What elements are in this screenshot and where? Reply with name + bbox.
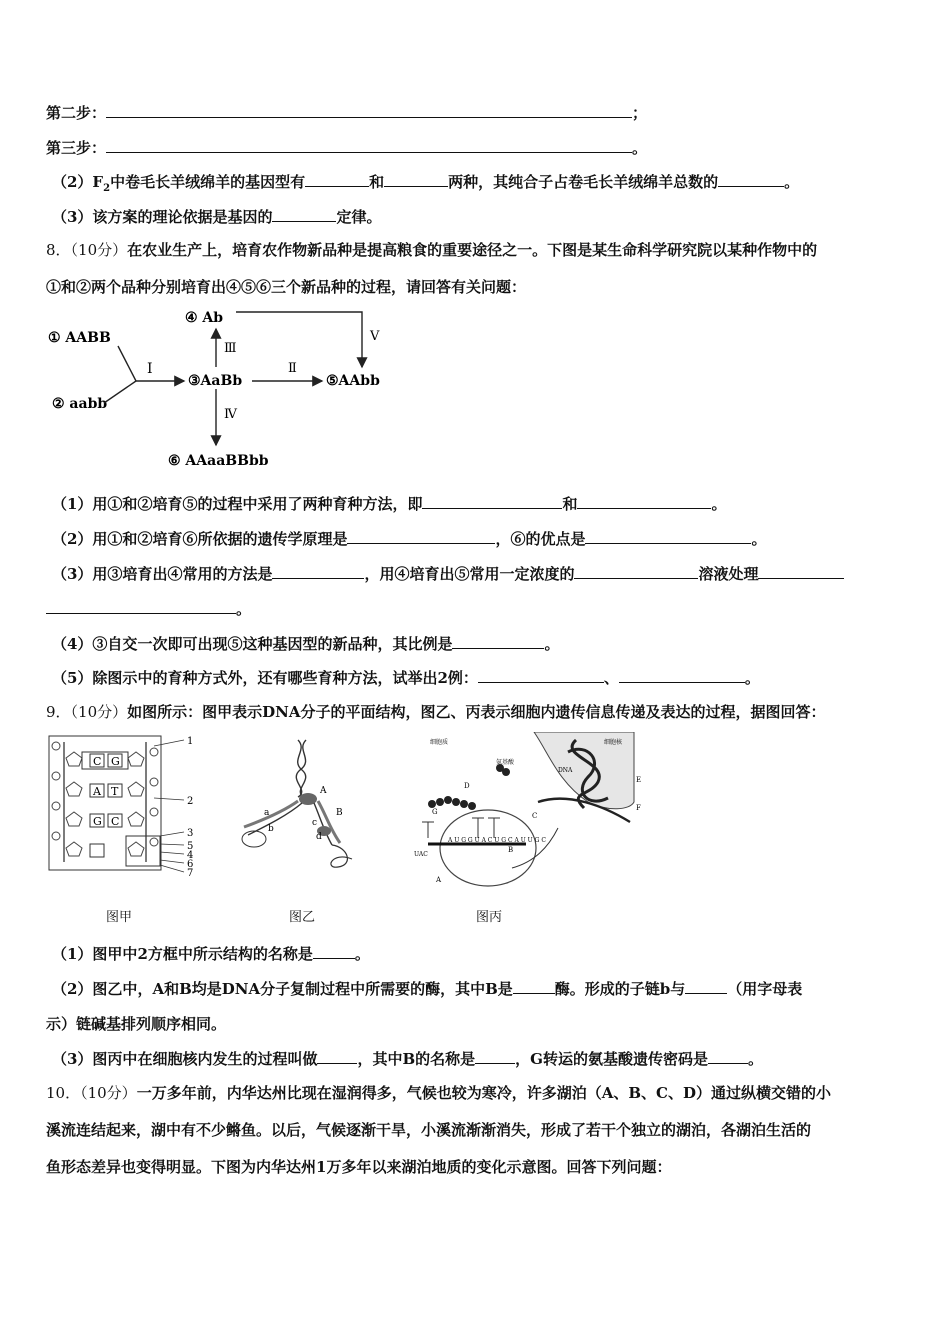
q9-sub3: （3）图丙中在细胞核内发生的过程叫做 ，其中B的名称是 ，G转运的氨基酸遗传密码是 。: [52, 1050, 763, 1068]
answer-blank[interactable]: [513, 978, 555, 994]
cytoplasm-label: 细胞质: [430, 739, 449, 746]
phosphate: [150, 808, 158, 816]
q7-sub3: （3）该方案的理论依据是基因的 定律。: [52, 208, 382, 226]
phosphate: [52, 802, 60, 810]
amino-acid: [428, 800, 436, 808]
answer-blank[interactable]: [272, 206, 336, 222]
label-b: B: [336, 808, 343, 818]
label-a: A: [436, 876, 442, 884]
answer-blank[interactable]: [384, 171, 448, 187]
phosphate: [52, 772, 60, 780]
label-g: G: [432, 808, 438, 816]
leader-line: [160, 865, 184, 872]
answer-blank[interactable]: [475, 1048, 515, 1064]
q8-sub2: （2）用①和②培育⑥所依据的遗传学原理是 ，⑥的优点是 。: [52, 530, 767, 548]
answer-blank[interactable]: [422, 493, 562, 509]
phosphate: [52, 832, 60, 840]
node-1-aabb: ① AABB: [48, 330, 111, 346]
q8-sub4: （4）③自交一次即可出现⑤这种基因型的新品种，其比例是 。: [52, 635, 560, 653]
label-c: c: [312, 818, 318, 828]
figure-yi-caption: 图乙: [289, 910, 316, 925]
figure-bing-caption: 图丙: [476, 910, 503, 925]
trna: [472, 818, 484, 838]
label-lower-b: b: [268, 824, 274, 834]
leader-number: 5: [187, 841, 194, 852]
answer-blank[interactable]: [106, 102, 632, 118]
leader-line: [154, 740, 184, 746]
answer-blank[interactable]: [305, 171, 369, 187]
label-f: F: [636, 804, 641, 812]
answer-blank[interactable]: [685, 978, 727, 994]
figure-yi-replication: [228, 735, 378, 885]
figure-frame: [49, 736, 161, 870]
leader-number: 6: [187, 859, 194, 870]
answer-blank[interactable]: [585, 528, 751, 544]
base-label: A: [93, 785, 101, 798]
base-label: T: [111, 785, 119, 798]
transport-arrow: [512, 828, 558, 868]
anticodon-label: UAC: [414, 851, 428, 858]
answer-blank[interactable]: [478, 667, 604, 683]
leader-number: 2: [187, 796, 194, 807]
q8-sub3: （3）用③培育出④常用的方法是 ，用④培育出⑤常用一定浓度的 溶液处理: [52, 563, 844, 584]
q8-stem-line2: ①和②两个品种分别培育出④⑤⑥三个新品种的过程，请回答有关问题：: [46, 278, 527, 296]
base-label: G: [111, 755, 120, 768]
coil: [242, 831, 266, 847]
q8-stem-line1: 8．（10分）在农业生产上，培育农作物新品种是提高粮食的重要途径之一。下图是某生命科学研究院以某种作物中的: [46, 241, 818, 259]
connector-line: [118, 346, 136, 381]
phosphate: [150, 748, 158, 756]
amino-acid: [452, 798, 460, 806]
label-i: Ⅰ: [147, 361, 153, 377]
q9-stem: 9．（10分）如图所示：图甲表示DNA分子的平面结构，图乙、丙表示细胞内遗传信息传递及表达的过程，据图回答：: [46, 703, 826, 721]
leader-number: 4: [187, 850, 194, 861]
answer-blank[interactable]: [317, 1048, 357, 1064]
node-4-ab: ④ Ab: [185, 310, 224, 326]
base-box: [90, 844, 104, 857]
answer-blank[interactable]: [718, 171, 784, 187]
connector-line: [104, 381, 136, 403]
node-6-aaaabbbb: ⑥ AAaaBBbb: [168, 453, 269, 469]
answer-blank[interactable]: [619, 667, 745, 683]
leader-number: 1: [187, 736, 194, 747]
label-b: B: [508, 846, 514, 854]
trna: [422, 822, 434, 838]
dna-label: DNA: [558, 767, 573, 774]
sugar-left: [66, 842, 82, 856]
nucleus-label: 细胞核: [604, 739, 623, 746]
q10-stem-line2: 溪流连结起来，湖中有不少鳉鱼。以后，气候逐渐干旱，小溪流渐渐消失，形成了若干个独立的湖泊，各湖泊生活的: [46, 1121, 812, 1139]
figure-bing-expression: [408, 732, 644, 892]
strand-a: [248, 803, 302, 835]
node-5-aabb: ⑤AAbb: [326, 373, 380, 389]
label-c: C: [532, 812, 538, 820]
q9-sub2-cont: 示）链碱基排列顺序相同。: [46, 1015, 227, 1033]
q8-sub1: （1）用①和②培育⑤的过程中采用了两种育种方法，即 和 。: [52, 495, 727, 513]
label-v: Ⅴ: [370, 329, 380, 344]
amino-acid: [444, 796, 452, 804]
sugar-left: [66, 782, 82, 796]
leader-line: [160, 852, 184, 854]
coil: [331, 845, 352, 867]
ribosome: [440, 810, 536, 886]
sugar-right: [128, 782, 144, 796]
q7-sub2: $(2)F_2$中卷毛长羊绒绵羊的基因型有 和 两种，其纯合子占卷毛长羊绒绵羊总数的 。: [52, 173, 800, 194]
q7-step3: 第三步： 。: [46, 139, 648, 157]
base-label: C: [93, 755, 102, 768]
trna: [488, 818, 500, 838]
leader-line: [160, 860, 184, 863]
answer-blank[interactable]: [708, 1048, 748, 1064]
phosphate: [150, 778, 158, 786]
leader-number: 3: [187, 828, 194, 839]
label-a: A: [320, 786, 327, 796]
sugar-right: [128, 812, 144, 826]
base-label: G: [93, 815, 102, 828]
answer-blank[interactable]: [758, 563, 844, 579]
label-lower-a: a: [264, 808, 270, 818]
q10-stem-line1: 10．（10分）一万多年前，内华达州比现在湿润得多，气候也较为寒冷，许多湖泊（A、B、C、D）通过纵横交错的小: [46, 1084, 831, 1102]
q9-sub1: （1）图甲中2方框中所示结构的名称是 。: [52, 945, 370, 963]
answer-blank[interactable]: [313, 943, 355, 959]
phosphate: [52, 742, 60, 750]
label-d: D: [464, 782, 470, 790]
sugar-left: [66, 752, 82, 766]
figure-jia-caption: 图甲: [106, 910, 133, 925]
answer-blank[interactable]: [106, 137, 632, 153]
sugar-right: [128, 842, 144, 856]
label-ii: Ⅱ: [288, 361, 297, 376]
breeding-diagram: [44, 305, 404, 475]
label-iv: Ⅳ: [224, 407, 237, 422]
answer-blank[interactable]: [46, 598, 236, 614]
amino-acid-label: 氨基酸: [496, 759, 515, 766]
node-2-aabb: ② aabb: [52, 396, 108, 412]
label-d: d: [316, 832, 322, 842]
q7-step2: 第二步： ；: [46, 104, 648, 122]
q8-sub3-cont: 。: [46, 598, 251, 619]
q9-sub2: （2）图乙中，A和B均是DNA分子复制过程中所需要的酶，其中B是 酶。形成的子链b与 （用字母表: [52, 980, 803, 998]
arrow-v: [236, 312, 362, 367]
leader-number: 7: [187, 868, 194, 879]
answer-blank[interactable]: [574, 563, 698, 579]
node-3-aabb: ③AaBb: [188, 373, 243, 389]
sugar-left: [66, 812, 82, 826]
answer-blank[interactable]: [577, 493, 711, 509]
amino-acid: [460, 800, 468, 808]
amino-acid: [468, 802, 476, 810]
q10-stem-line3: 鱼形态差异也变得明显。下图为内华达州1万多年以来湖泊地质的变化示意图。回答下列问题：: [46, 1158, 672, 1176]
base-label: C: [111, 815, 120, 828]
amino-acid: [502, 768, 510, 776]
answer-blank[interactable]: [452, 633, 544, 649]
leader-line: [154, 798, 184, 800]
figure-jia-dna-structure: [44, 732, 214, 892]
amino-acid: [436, 798, 444, 806]
leader-line: [160, 844, 184, 845]
q8-sub5: （5）除图示中的育种方式外，还有哪些育种方法，试举出2例： 、 。: [52, 669, 760, 687]
label-iii: Ⅲ: [224, 341, 237, 356]
answer-blank[interactable]: [272, 563, 364, 579]
phosphate: [150, 838, 158, 846]
label-e: E: [636, 776, 642, 784]
answer-blank[interactable]: [347, 528, 495, 544]
mrna-sequence: A U G G U A C U G C A U U G C: [448, 837, 546, 844]
leader-line: [160, 832, 184, 836]
sugar-right: [128, 752, 144, 766]
